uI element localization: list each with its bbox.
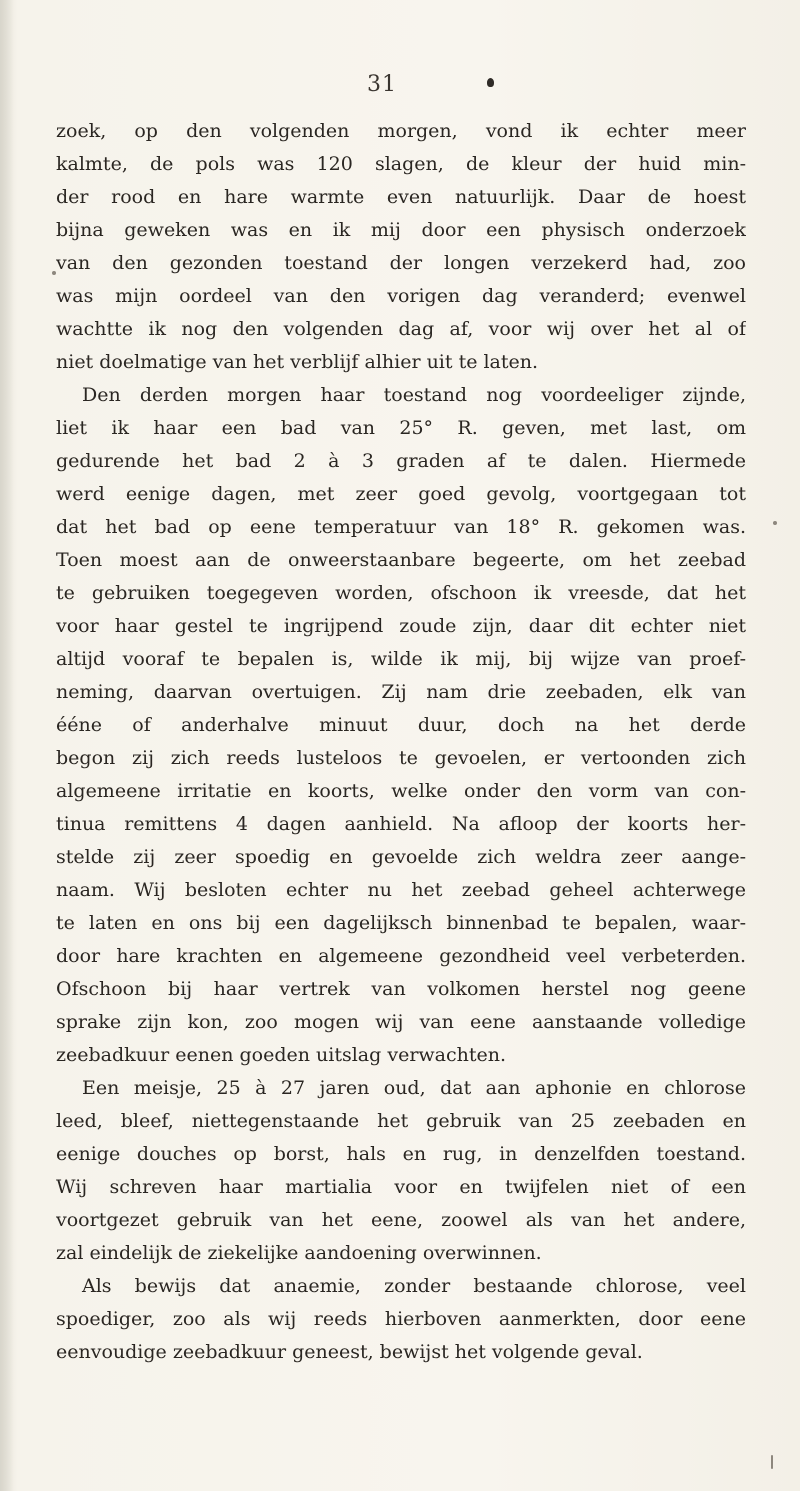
page-number: 31 bbox=[367, 72, 397, 97]
text-line: tinua remittens 4 dagen aanhield. Na afloop der koorts her- bbox=[56, 813, 746, 835]
text-line: dat het bad op eene temperatuur van 18° R. gekomen was. bbox=[56, 516, 746, 538]
printer-mark bbox=[487, 78, 494, 87]
text-line: Ofschoon bij haar vertrek van volkomen herstel nog geene bbox=[56, 978, 746, 1000]
text-line: door hare krachten en algemeene gezondheid veel verbeterden. bbox=[56, 945, 746, 967]
text-line: wachtte ik nog den volgenden dag af, voor wij over het al of bbox=[56, 318, 746, 340]
text-line: eenige douches op borst, hals en rug, in denzelfden toestand. bbox=[56, 1143, 746, 1165]
text-line: niet doelmatige van het verblijf alhier uit te laten. bbox=[56, 351, 539, 373]
print-speck bbox=[773, 521, 777, 525]
text-line: was mijn oordeel van den vorigen dag veranderd; evenwel bbox=[56, 285, 746, 307]
text-line: Toen moest aan de onweerstaanbare begeerte, om het zeebad bbox=[56, 549, 746, 571]
text-line: ééne of anderhalve minuut duur, doch na het derde bbox=[56, 714, 746, 736]
text-line: voortgezet gebruik van het eene, zoowel als van het andere, bbox=[56, 1209, 746, 1231]
text-line: Wij schreven haar martialia voor en twijfelen niet of een bbox=[56, 1176, 746, 1198]
text-line: stelde zij zeer spoedig en gevoelde zich weldra zeer aange- bbox=[56, 846, 746, 868]
text-line: eenvoudige zeebadkuur geneest, bewijst het volgende geval. bbox=[56, 1341, 643, 1363]
text-line: te laten en ons bij een dagelijksch binnenbad te bepalen, waar- bbox=[56, 912, 746, 934]
text-line: sprake zijn kon, zoo mogen wij van eene aanstaande volledige bbox=[56, 1011, 746, 1033]
body-text bbox=[56, 115, 746, 1369]
text-line: werd eenige dagen, met zeer goed gevolg, voortgegaan tot bbox=[56, 483, 746, 505]
print-speck bbox=[771, 1455, 773, 1469]
text-line: gedurende het bad 2 à 3 graden af te dalen. Hiermede bbox=[56, 450, 746, 472]
text-line: liet ik haar een bad van 25° R. geven, met last, om bbox=[56, 417, 746, 439]
text-line: neming, daarvan overtuigen. Zij nam drie zeebaden, elk van bbox=[56, 681, 746, 703]
text-line: van den gezonden toestand der longen verzekerd had, zoo bbox=[56, 252, 746, 274]
text-line: begon zij zich reeds lusteloos te gevoelen, er vertoonden zich bbox=[56, 747, 746, 769]
text-line: Den derden morgen haar toestand nog voordeeliger zijnde, bbox=[82, 384, 746, 406]
text-line: zoek, op den volgenden morgen, vond ik echter meer bbox=[56, 120, 746, 142]
text-line: zal eindelijk de ziekelijke aandoening overwinnen. bbox=[56, 1242, 542, 1264]
binding-shadow bbox=[0, 0, 14, 1491]
text-line: te gebruiken toegegeven worden, ofschoon ik vreesde, dat het bbox=[56, 582, 746, 604]
text-line: kalmte, de pols was 120 slagen, de kleur der huid min- bbox=[56, 153, 746, 175]
text-line: Een meisje, 25 à 27 jaren oud, dat aan aphonie en chlorose bbox=[82, 1077, 746, 1099]
text-line: spoediger, zoo als wij reeds hierboven aanmerkten, door eene bbox=[56, 1308, 746, 1330]
print-speck bbox=[52, 271, 56, 275]
text-line: voor haar gestel te ingrijpend zoude zijn, daar dit echter niet bbox=[56, 615, 746, 637]
text-line: leed, bleef, niettegenstaande het gebruik van 25 zeebaden en bbox=[56, 1110, 746, 1132]
text-line: bijna geweken was en ik mij door een physisch onderzoek bbox=[56, 219, 746, 241]
text-line: algemeene irritatie en koorts, welke onder den vorm van con- bbox=[56, 780, 746, 802]
text-line: zeebadkuur eenen goeden uitslag verwachten. bbox=[56, 1044, 507, 1066]
text-line: altijd vooraf te bepalen is, wilde ik mij, bij wijze van proef- bbox=[56, 648, 746, 670]
text-line: der rood en hare warmte even natuurlijk. Daar de hoest bbox=[56, 186, 746, 208]
text-line: naam. Wij besloten echter nu het zeebad geheel achterwege bbox=[56, 879, 746, 901]
text-line: Als bewijs dat anaemie, zonder bestaande chlorose, veel bbox=[82, 1275, 746, 1297]
